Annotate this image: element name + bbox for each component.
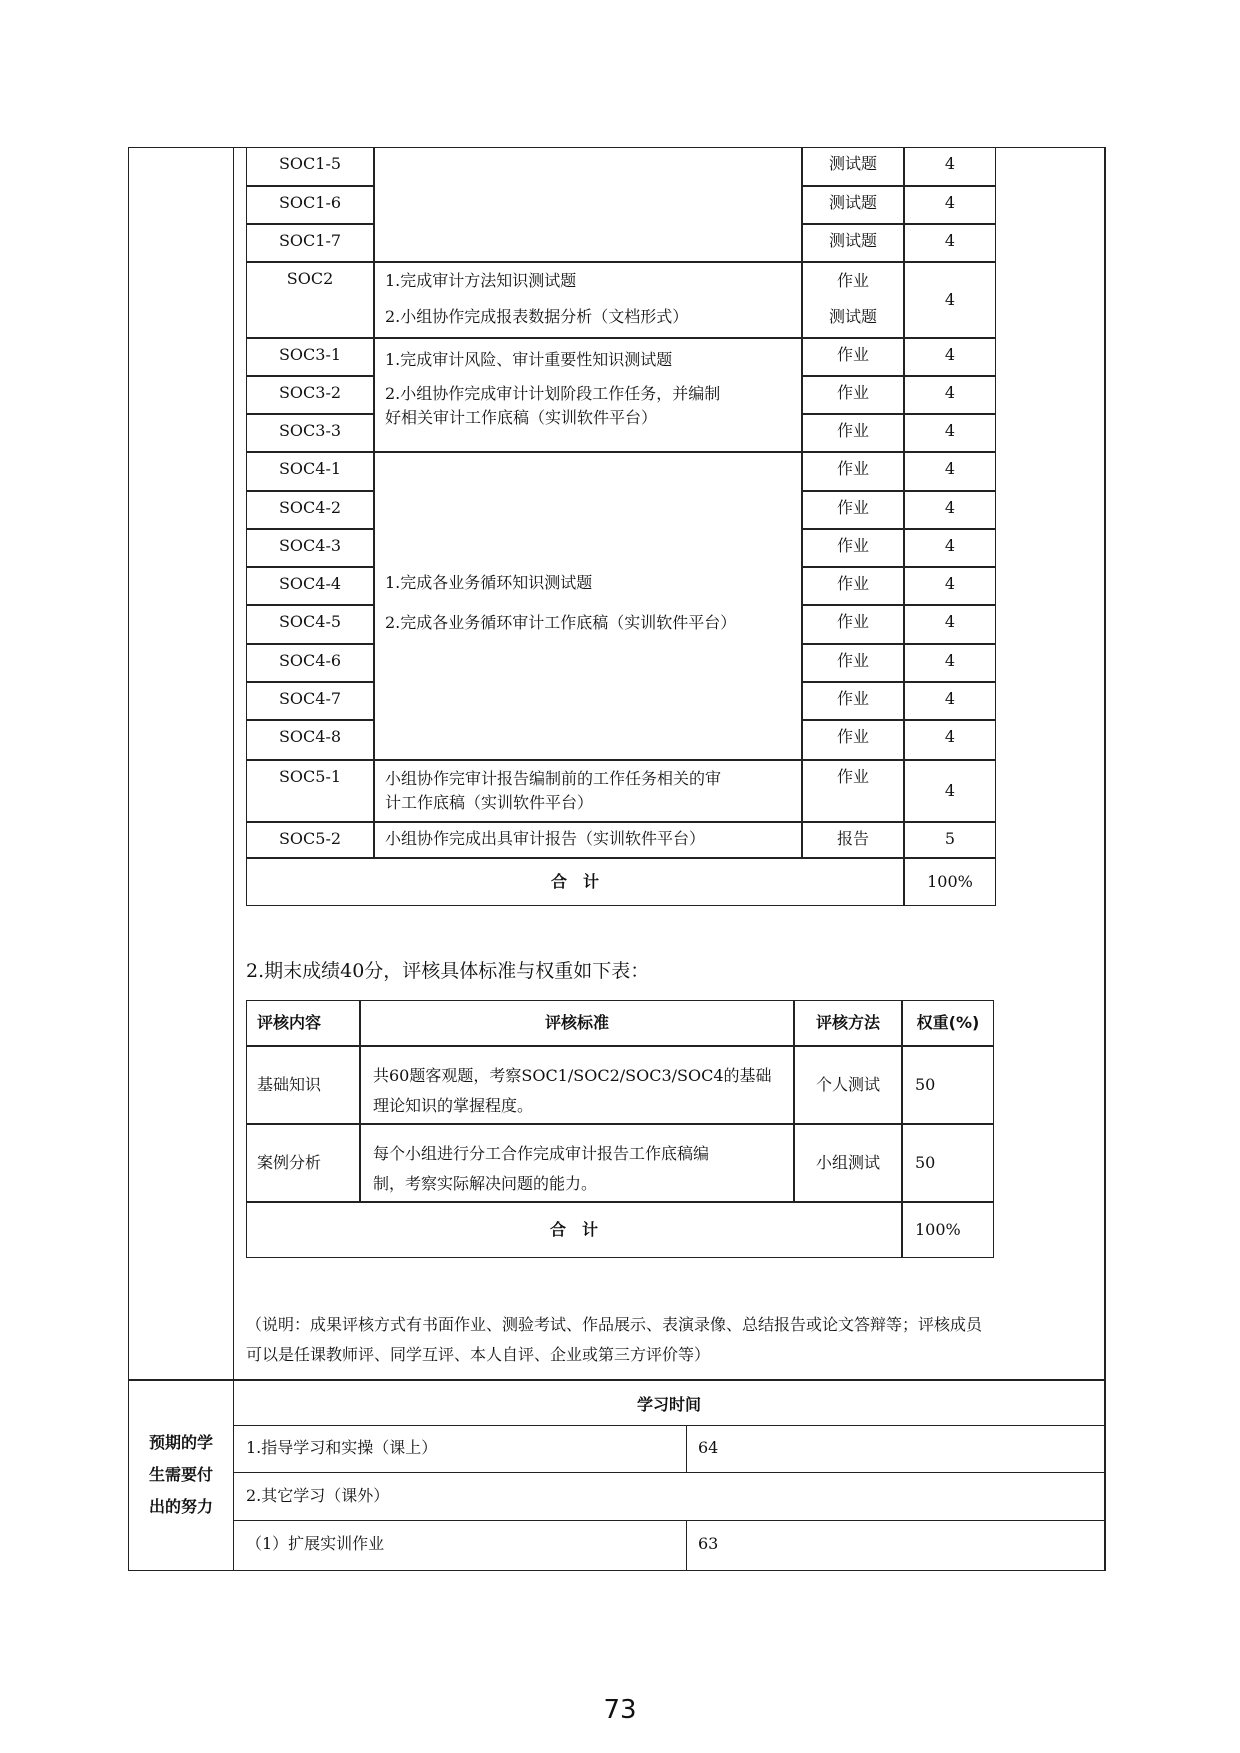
standard-line: 理论知识的掌握程度。 <box>373 1096 534 1115</box>
method-cell <box>802 452 904 491</box>
content-cell-soc2 <box>374 262 802 338</box>
method-cell <box>802 414 904 452</box>
method-label: 作业 <box>836 574 869 593</box>
weight-cell <box>904 760 996 822</box>
code-cell <box>246 644 374 682</box>
effort-divider-3 <box>234 1520 1104 1521</box>
total-value: 100% <box>915 1220 961 1239</box>
weight-value: 4 <box>944 154 956 173</box>
weight-cell <box>904 567 996 605</box>
weight-cell <box>904 338 996 376</box>
soc-code: SOC1-5 <box>278 154 342 173</box>
weight-value: 50 <box>915 1075 936 1094</box>
weight-value: 4 <box>944 612 956 631</box>
method-cell <box>802 529 904 567</box>
code-cell <box>246 682 374 720</box>
weight-cell <box>904 644 996 682</box>
effort-item-1: 1.指导学习和实操（课上） <box>246 1438 438 1457</box>
method-label: 作业 <box>836 345 869 364</box>
method-cell <box>802 262 904 338</box>
content-cell-soc3 <box>374 338 802 452</box>
method-cell <box>794 1124 902 1202</box>
content-cell-soc5-1 <box>374 760 802 822</box>
code-cell <box>246 452 374 491</box>
weight-cell <box>904 147 996 186</box>
total-label: 合 计 <box>550 872 599 891</box>
soc-code: SOC5-1 <box>278 767 342 786</box>
content-line: 1.完成各业务循环知识测试题 <box>385 573 593 592</box>
weight-cell <box>904 682 996 720</box>
method-label: 个人测试 <box>815 1075 880 1094</box>
content-line: 2.完成各业务循环审计工作底稿（实训软件平台） <box>385 613 737 632</box>
method-cell <box>802 760 904 822</box>
weight-value: 4 <box>944 231 956 250</box>
effort-label-line-1: 预期的学 <box>148 1433 213 1452</box>
method-cell <box>802 644 904 682</box>
method-label: 测试题 <box>828 231 877 250</box>
method-label: 作业 <box>836 498 869 517</box>
weight-cell <box>904 414 996 452</box>
total-label-cell <box>246 1202 902 1258</box>
standard-cell <box>360 1046 794 1124</box>
note-text <box>246 1310 1106 1370</box>
soc-code: SOC2 <box>286 269 334 288</box>
weight-cell <box>904 376 996 414</box>
weight-value: 4 <box>944 383 956 402</box>
content-line: 1.完成审计风险、审计重要性知识测试题 <box>385 350 673 369</box>
soc-code: SOC3-2 <box>278 383 342 402</box>
weight-value: 4 <box>944 498 956 517</box>
weight-cell <box>904 224 996 262</box>
content-line: 2.小组协作完成审计计划阶段工作任务，并编制 <box>385 384 721 403</box>
soc-code: SOC4-7 <box>278 689 342 708</box>
header-cell <box>902 1000 994 1046</box>
weight-cell <box>904 720 996 760</box>
column-header: 权重(%) <box>916 1013 980 1032</box>
weight-cell <box>902 1124 994 1202</box>
content-line: 小组协作完成出具审计报告（实训软件平台） <box>385 829 706 848</box>
weight-value: 4 <box>944 781 956 800</box>
column-header: 评核内容 <box>257 1013 322 1032</box>
soc-code: SOC3-3 <box>278 421 342 440</box>
soc-code: SOC4-3 <box>278 536 342 555</box>
soc-code: SOC4-2 <box>278 498 342 517</box>
method-label: 测试题 <box>828 307 877 326</box>
weight-value: 4 <box>944 727 956 746</box>
content-label: 案例分析 <box>257 1153 322 1172</box>
section-2-heading: 2.期末成绩40分，评核具体标准与权重如下表： <box>246 960 650 982</box>
header-cell <box>246 1000 360 1046</box>
method-cell <box>802 605 904 644</box>
method-label: 作业 <box>836 689 869 708</box>
total-value-cell <box>904 858 996 906</box>
effort-label-line-3: 出的努力 <box>148 1497 213 1516</box>
label-column-divider <box>233 147 234 1571</box>
soc-code: SOC1-6 <box>278 193 342 212</box>
code-cell <box>246 147 374 186</box>
content-cell-soc4 <box>374 452 802 760</box>
method-cell <box>802 491 904 529</box>
weight-value: 50 <box>915 1153 936 1172</box>
soc-code: SOC4-5 <box>278 612 342 631</box>
column-header: 评核方法 <box>815 1013 880 1032</box>
code-cell <box>246 262 374 338</box>
soc-code: SOC1-7 <box>278 231 342 250</box>
effort-value-1: 64 <box>698 1438 719 1457</box>
code-cell <box>246 567 374 605</box>
content-cell-soc1 <box>374 147 802 262</box>
weight-value: 4 <box>944 536 956 555</box>
method-label: 报告 <box>836 829 869 848</box>
content-line: 计工作底稿（实训软件平台） <box>385 793 594 812</box>
effort-col-divider-2 <box>686 1520 687 1571</box>
weight-value: 4 <box>944 689 956 708</box>
weight-value: 4 <box>944 574 956 593</box>
code-cell <box>246 529 374 567</box>
weight-cell <box>904 186 996 224</box>
weight-cell <box>904 452 996 491</box>
note-line-1: （说明：成果评核方式有书面作业、测验考试、作品展示、表演录像、总结报告或论文答辩等；评核成员 <box>246 1315 983 1334</box>
note-line-2: 可以是任课教师评、同学互评、本人自评、企业或第三方评价等） <box>246 1345 711 1364</box>
standard-line: 每个小组进行分工合作完成审计报告工作底稿编 <box>373 1144 710 1163</box>
weight-cell <box>904 529 996 567</box>
method-cell <box>802 567 904 605</box>
weight-value: 4 <box>944 290 956 309</box>
weight-cell <box>904 822 996 858</box>
weight-value: 4 <box>944 459 956 478</box>
standard-cell <box>360 1124 794 1202</box>
total-value: 100% <box>927 872 973 891</box>
study-time-header: 学习时间 <box>636 1394 701 1414</box>
method-cell <box>802 186 904 224</box>
weight-value: 4 <box>944 345 956 364</box>
total-value-cell <box>902 1202 994 1258</box>
weight-value: 4 <box>944 651 956 670</box>
effort-label <box>130 1420 232 1530</box>
method-label: 作业 <box>836 536 869 555</box>
content-line: 2.小组协作完成报表数据分析（文档形式） <box>385 307 689 326</box>
code-cell <box>246 605 374 644</box>
method-cell <box>802 720 904 760</box>
weight-cell <box>904 605 996 644</box>
content-label: 基础知识 <box>257 1075 322 1094</box>
method-cell <box>802 682 904 720</box>
header-cell <box>794 1000 902 1046</box>
code-cell <box>246 491 374 529</box>
effort-item-3: （1）扩展实训作业 <box>246 1534 385 1553</box>
code-cell <box>246 414 374 452</box>
method-label: 作业 <box>836 459 869 478</box>
content-line: 小组协作完审计报告编制前的工作任务相关的审 <box>385 769 722 788</box>
soc-code: SOC4-6 <box>278 651 342 670</box>
weight-cell <box>904 491 996 529</box>
total-label: 合 计 <box>549 1220 598 1239</box>
column-header: 评核标准 <box>544 1013 609 1032</box>
soc-code: SOC4-1 <box>278 459 342 478</box>
code-cell <box>246 338 374 376</box>
method-label: 作业 <box>836 727 869 746</box>
method-label: 作业 <box>836 612 869 631</box>
code-cell <box>246 720 374 760</box>
method-label: 作业 <box>836 421 869 440</box>
effort-col-divider-1 <box>686 1425 687 1472</box>
content-cell-soc5-2 <box>374 822 802 858</box>
method-cell <box>802 147 904 186</box>
weight-cell <box>904 262 996 338</box>
method-label: 小组测试 <box>815 1153 880 1172</box>
weight-value: 4 <box>944 421 956 440</box>
soc-code: SOC3-1 <box>278 345 342 364</box>
code-cell <box>246 186 374 224</box>
method-cell <box>802 822 904 858</box>
code-cell <box>246 822 374 858</box>
method-cell <box>802 224 904 262</box>
effort-item-2: 2.其它学习（课外） <box>246 1486 390 1505</box>
soc-code: SOC4-4 <box>278 574 342 593</box>
weight-cell <box>902 1046 994 1124</box>
weight-value: 5 <box>944 829 956 848</box>
effort-label-line-2: 生需要付 <box>148 1465 213 1484</box>
content-line: 1.完成审计方法知识测试题 <box>385 271 577 290</box>
method-label: 作业 <box>836 271 869 290</box>
effort-divider-1 <box>234 1425 1104 1426</box>
content-line: 好相关审计工作底稿（实训软件平台） <box>385 408 658 427</box>
method-cell <box>802 376 904 414</box>
code-cell <box>246 376 374 414</box>
weight-value: 4 <box>944 193 956 212</box>
standard-line: 制，考察实际解决问题的能力。 <box>373 1174 598 1193</box>
header-cell <box>360 1000 794 1046</box>
method-cell <box>794 1046 902 1124</box>
content-cell <box>246 1124 360 1202</box>
code-cell <box>246 224 374 262</box>
soc-code: SOC5-2 <box>278 829 342 848</box>
method-label: 测试题 <box>828 154 877 173</box>
content-cell <box>246 1046 360 1124</box>
effort-divider-2 <box>234 1472 1104 1473</box>
method-label: 作业 <box>836 383 869 402</box>
method-cell <box>802 338 904 376</box>
method-label: 测试题 <box>828 193 877 212</box>
method-label: 作业 <box>836 767 869 786</box>
effort-value-3: 63 <box>698 1534 719 1553</box>
standard-line: 共60题客观题，考察SOC1/SOC2/SOC3/SOC4的基础 <box>373 1066 772 1085</box>
soc-code: SOC4-8 <box>278 727 342 746</box>
total-label-cell <box>246 858 904 906</box>
page-number: 73 <box>603 1695 637 1725</box>
code-cell <box>246 760 374 822</box>
method-label: 作业 <box>836 651 869 670</box>
